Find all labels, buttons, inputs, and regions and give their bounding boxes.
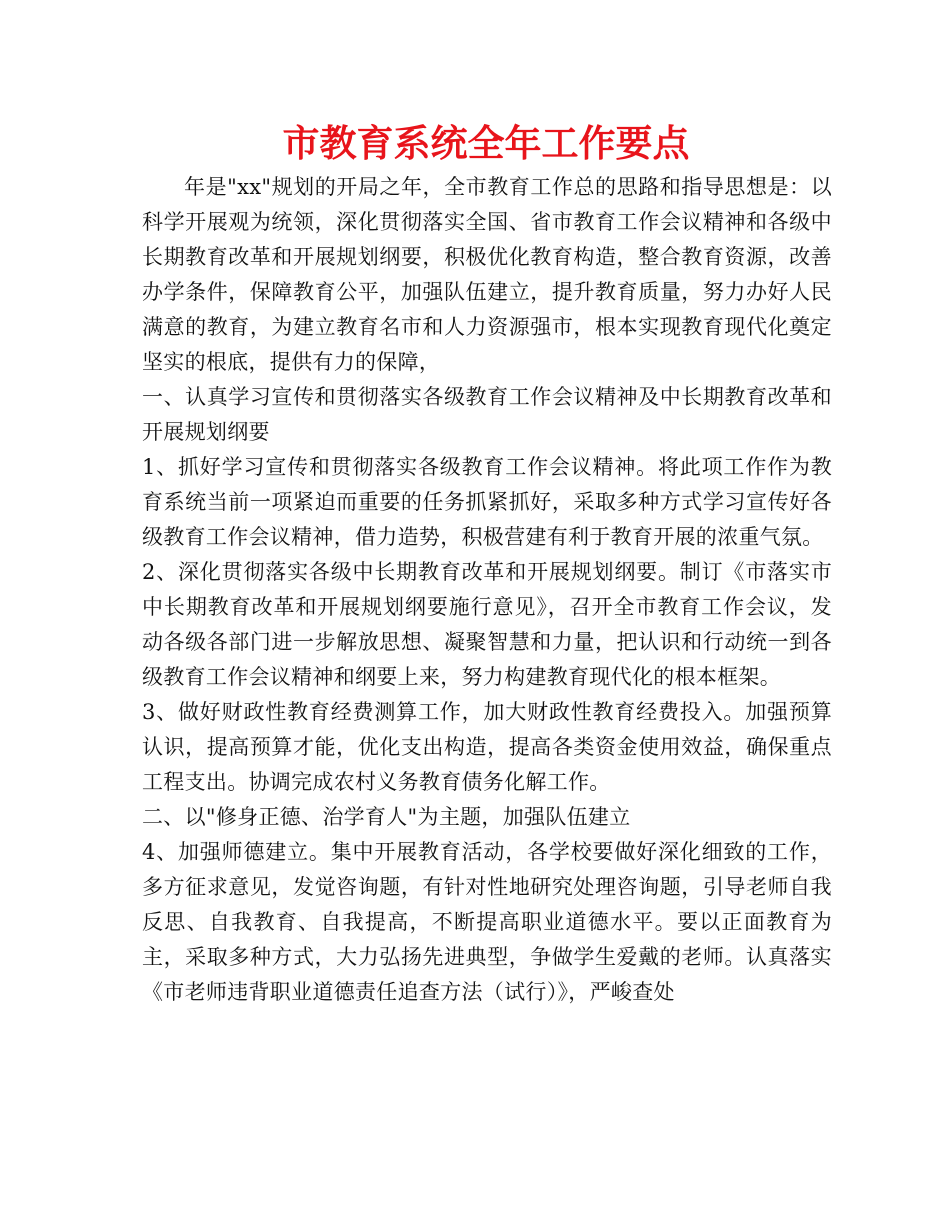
section-heading-1: 一、认真学习宣传和贯彻落实各级教育工作会议精神及中长期教育改革和开展规划纲要 (142, 385, 832, 444)
paragraph-intro: 年是"xx"规划的开局之年，全市教育工作总的思路和指导思想是：以科学开展观为统领，深化贯彻落实全国、省市教育工作会议精神和各级中长期教育改革和开展规划纲要，积极优化教育构造，整合教育资源，改善办学条件，保障教育公平，加强队伍建立，提升教育质量，努力办好人民满意的教育，为建立教育名市和人力资源强市，根本实现教育现代化奠定坚实的根底，提供有力的保障， (142, 175, 832, 374)
document-body (142, 170, 832, 1010)
document-title: 市教育系统全年工作要点 (282, 122, 690, 165)
section-heading-2: 二、以"修身正德、治学育人"为主题，加强队伍建立 (142, 805, 631, 829)
paragraph-item-2: 2、深化贯彻落实各级中长期教育改革和开展规划纲要。制订《市落实市中长期教育改革和开展规划纲要施行意见》，召开全市教育工作会议，发动各级各部门进一步解放思想、凝聚智慧和力量，把认识和行动统一到各级教育工作会议精神和纲要上来，努力构建教育现代化的根本框架。 (142, 560, 832, 689)
document-page (142, 118, 832, 1010)
paragraph-item-3: 3、做好财政性教育经费测算工作，加大财政性教育经费投入。加强预算认识，提高预算才能，优化支出构造，提高各类资金使用效益，确保重点工程支出。协调完成农村义务教育债务化解工作。 (142, 700, 832, 794)
paragraph-item-4: 4、加强师德建立。集中开展教育活动，各学校要做好深化细致的工作，多方征求意见，发觉咨询题，有针对性地研究处理咨询题，引导老师自我反思、自我教育、自我提高，不断提高职业道德水平。要以正面教育为主，采取多种方式，大力弘扬先进典型，争做学生爱戴的老师。认真落实《市老师违背职业道德责任追查方法（试行）》，严峻查处 (142, 840, 832, 1004)
paragraph-item-1: 1、抓好学习宣传和贯彻落实各级教育工作会议精神。将此项工作作为教育系统当前一项紧迫而重要的任务抓紧抓好，采取多种方式学习宣传好各级教育工作会议精神，借力造势，积极营建有利于教育开展的浓重气氛。 (142, 455, 832, 549)
